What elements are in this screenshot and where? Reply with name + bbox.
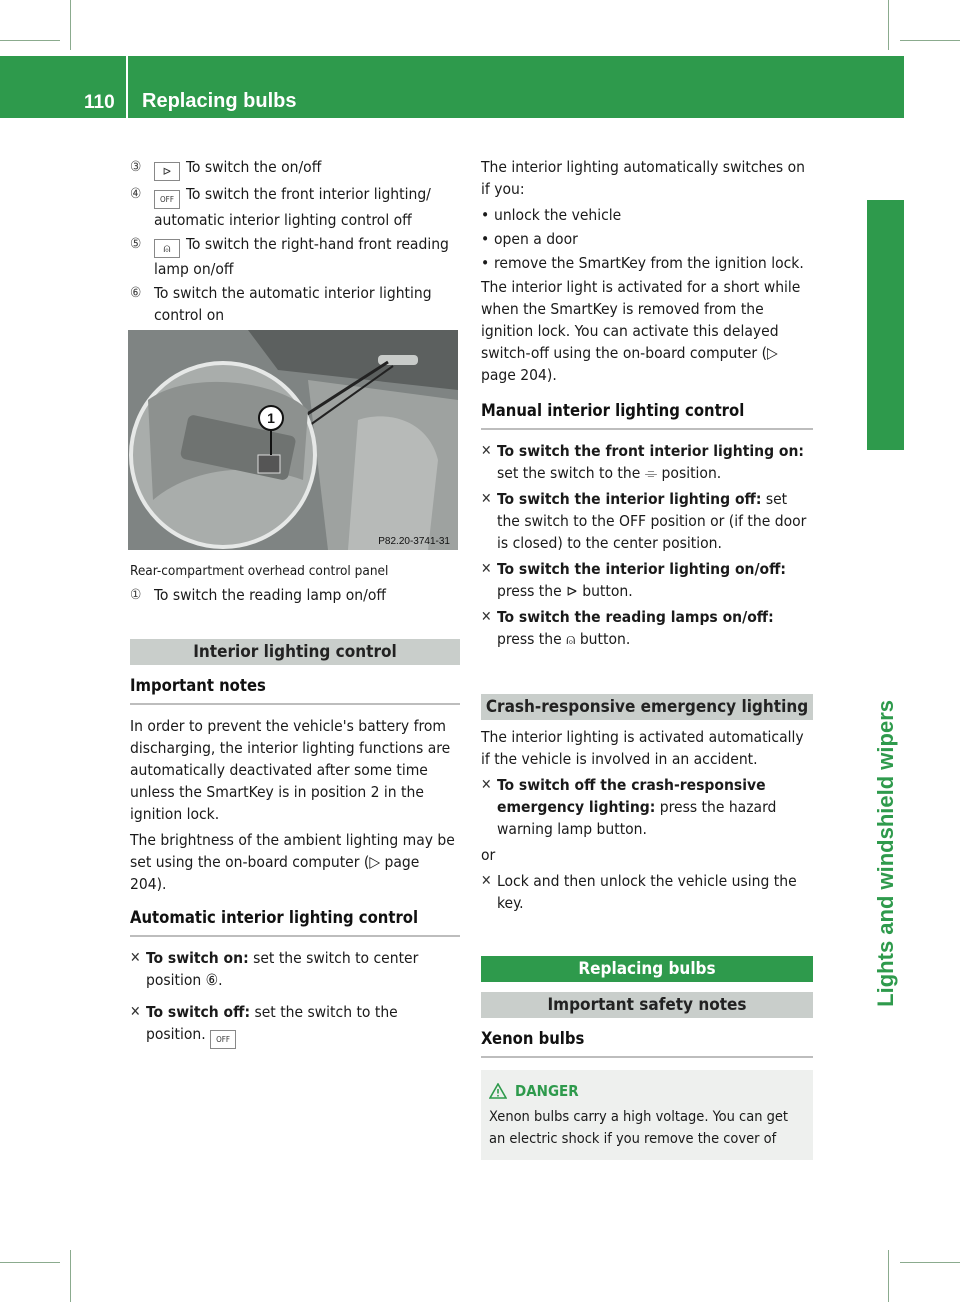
- step-label: To switch the interior lighting on/off:: [497, 560, 787, 578]
- crop-mark: [70, 1250, 71, 1302]
- step-label: To switch the front interior lighting on:: [497, 442, 805, 460]
- danger-text: Xenon bulbs carry a high voltage. You can get an electric shock if you remove the cover of: [489, 1109, 789, 1147]
- step-label: To switch the interior lighting off:: [497, 490, 762, 508]
- crop-mark: [0, 1262, 60, 1263]
- crop-mark: [900, 1262, 960, 1263]
- item-marker: ⑤: [130, 236, 142, 252]
- page-title: Replacing bulbs: [142, 90, 297, 112]
- list-item: • unlock the vehicle: [481, 204, 813, 226]
- car-interior-illustration: [128, 330, 458, 550]
- step-text: press the ⍝ button.: [497, 630, 631, 648]
- list-item: [130, 282, 460, 326]
- list-item: [130, 584, 460, 606]
- list-item: [130, 233, 460, 280]
- step-arrow-icon: ✕: [481, 561, 492, 577]
- step-text: set the switch to center position ⑥.: [146, 949, 419, 989]
- figure-caption: Rear-compartment overhead control panel: [130, 563, 389, 579]
- or-text: or: [481, 846, 496, 864]
- overhead-panel-photo: [128, 330, 458, 550]
- instruction-step: [481, 774, 813, 840]
- danger-label: DANGER: [515, 1082, 579, 1100]
- left-column-lower: [130, 560, 460, 1049]
- instruction-step: [481, 606, 813, 650]
- paragraph: The interior light is activated for a short while when the SmartKey is removed from the ignition lock. You can activate this delayed switch-off using the on-board computer (▷ page 204).: [481, 278, 801, 384]
- step-text: press the hazard warning lamp button.: [497, 798, 777, 838]
- step-label: To switch off:: [146, 1003, 251, 1021]
- page-header: [0, 56, 904, 118]
- step-arrow-icon: ✕: [481, 443, 492, 459]
- step-arrow-icon: ✕: [481, 491, 492, 507]
- crop-mark: [888, 1250, 889, 1302]
- step-arrow-icon: ✕: [481, 609, 492, 625]
- subheading: Automatic interior lighting control: [130, 907, 460, 937]
- instruction-step: [481, 440, 813, 484]
- step-text: Lock and then unlock the vehicle using the key.: [497, 872, 797, 912]
- subheading: Manual interior lighting control: [481, 400, 813, 430]
- photo-callout: 1: [267, 410, 275, 426]
- paragraph: In order to prevent the vehicle's battery from discharging, the interior lighting functions are automatically deactivated after some time unless the SmartKey is in position 2 in the ignition lock.: [130, 717, 451, 823]
- item-text: To switch the front interior lighting/ automatic interior lighting control off: [154, 185, 431, 229]
- list-item: • open a door: [481, 228, 813, 250]
- instruction-step: [481, 870, 813, 914]
- step-text: set the switch to the ⌯ position.: [497, 464, 722, 482]
- step-arrow-icon: ✕: [130, 950, 141, 966]
- crop-mark: [0, 40, 60, 41]
- paragraph: The brightness of the ambient lighting may be set using the on-board computer (▷ page 204).: [130, 831, 455, 893]
- step-arrow-icon: ✕: [481, 873, 492, 889]
- off-switch-icon: OFF: [210, 1030, 236, 1049]
- instruction-step: [481, 558, 813, 602]
- warning-triangle-icon: [489, 1083, 507, 1099]
- section-title: Crash-responsive emergency lighting: [481, 694, 813, 720]
- danger-warning-box: [481, 1070, 813, 1160]
- step-label: To switch on:: [146, 949, 249, 967]
- photo-code: P82.20-3741-31: [378, 536, 450, 547]
- crop-mark: [900, 40, 960, 41]
- crop-mark: [888, 0, 889, 50]
- list-item: [130, 183, 460, 231]
- section-title: Important safety notes: [481, 992, 813, 1018]
- paragraph: The interior lighting automatically switches on if you:: [481, 158, 805, 198]
- item-marker: ①: [130, 587, 142, 603]
- list-item: • remove the SmartKey from the ignition lock.: [481, 252, 813, 274]
- right-column: [481, 156, 813, 1160]
- step-text: set the switch to the OFF position or (if the door is closed) to the center position.: [497, 490, 807, 552]
- section-title: Replacing bulbs: [481, 956, 813, 982]
- crop-mark: [70, 0, 71, 50]
- header-divider: [126, 56, 128, 118]
- instruction-step: [481, 488, 813, 554]
- light-icon: ⊳: [154, 162, 180, 181]
- instruction-step: [130, 947, 460, 991]
- subheading: Xenon bulbs: [481, 1028, 813, 1058]
- danger-header: [489, 1080, 805, 1102]
- list-item: [130, 156, 460, 181]
- section-title: Interior lighting control: [130, 639, 460, 665]
- instruction-step: [130, 1001, 460, 1049]
- step-text: press the ⊳ button.: [497, 582, 633, 600]
- page-number: 110: [84, 92, 115, 113]
- chapter-label: Lights and windshield wipers: [873, 700, 898, 1007]
- off-switch-icon: OFF: [154, 190, 180, 209]
- item-marker: ⑥: [130, 285, 142, 301]
- chapter-tab: [867, 200, 904, 450]
- step-label: To switch off the crash-responsive emergency lighting:: [497, 776, 766, 816]
- item-text: To switch the automatic interior lighting control on: [154, 284, 432, 324]
- reading-lamp-icon: ⍝: [154, 239, 180, 258]
- item-text: To switch the right-hand front reading lamp on/off: [154, 235, 449, 278]
- subheading: Important notes: [130, 675, 460, 705]
- step-arrow-icon: ✕: [130, 1004, 141, 1020]
- item-text: To switch the on/off: [186, 158, 322, 176]
- item-marker: ③: [130, 159, 142, 175]
- paragraph: The interior lighting is activated automatically if the vehicle is involved in an accident.: [481, 728, 804, 768]
- item-marker: ④: [130, 186, 142, 202]
- step-label: To switch the reading lamps on/off:: [497, 608, 774, 626]
- step-arrow-icon: ✕: [481, 777, 492, 793]
- left-column: [130, 156, 460, 328]
- item-text: To switch the reading lamp on/off: [154, 586, 386, 604]
- step-text: set the switch to the position.: [146, 1003, 398, 1043]
